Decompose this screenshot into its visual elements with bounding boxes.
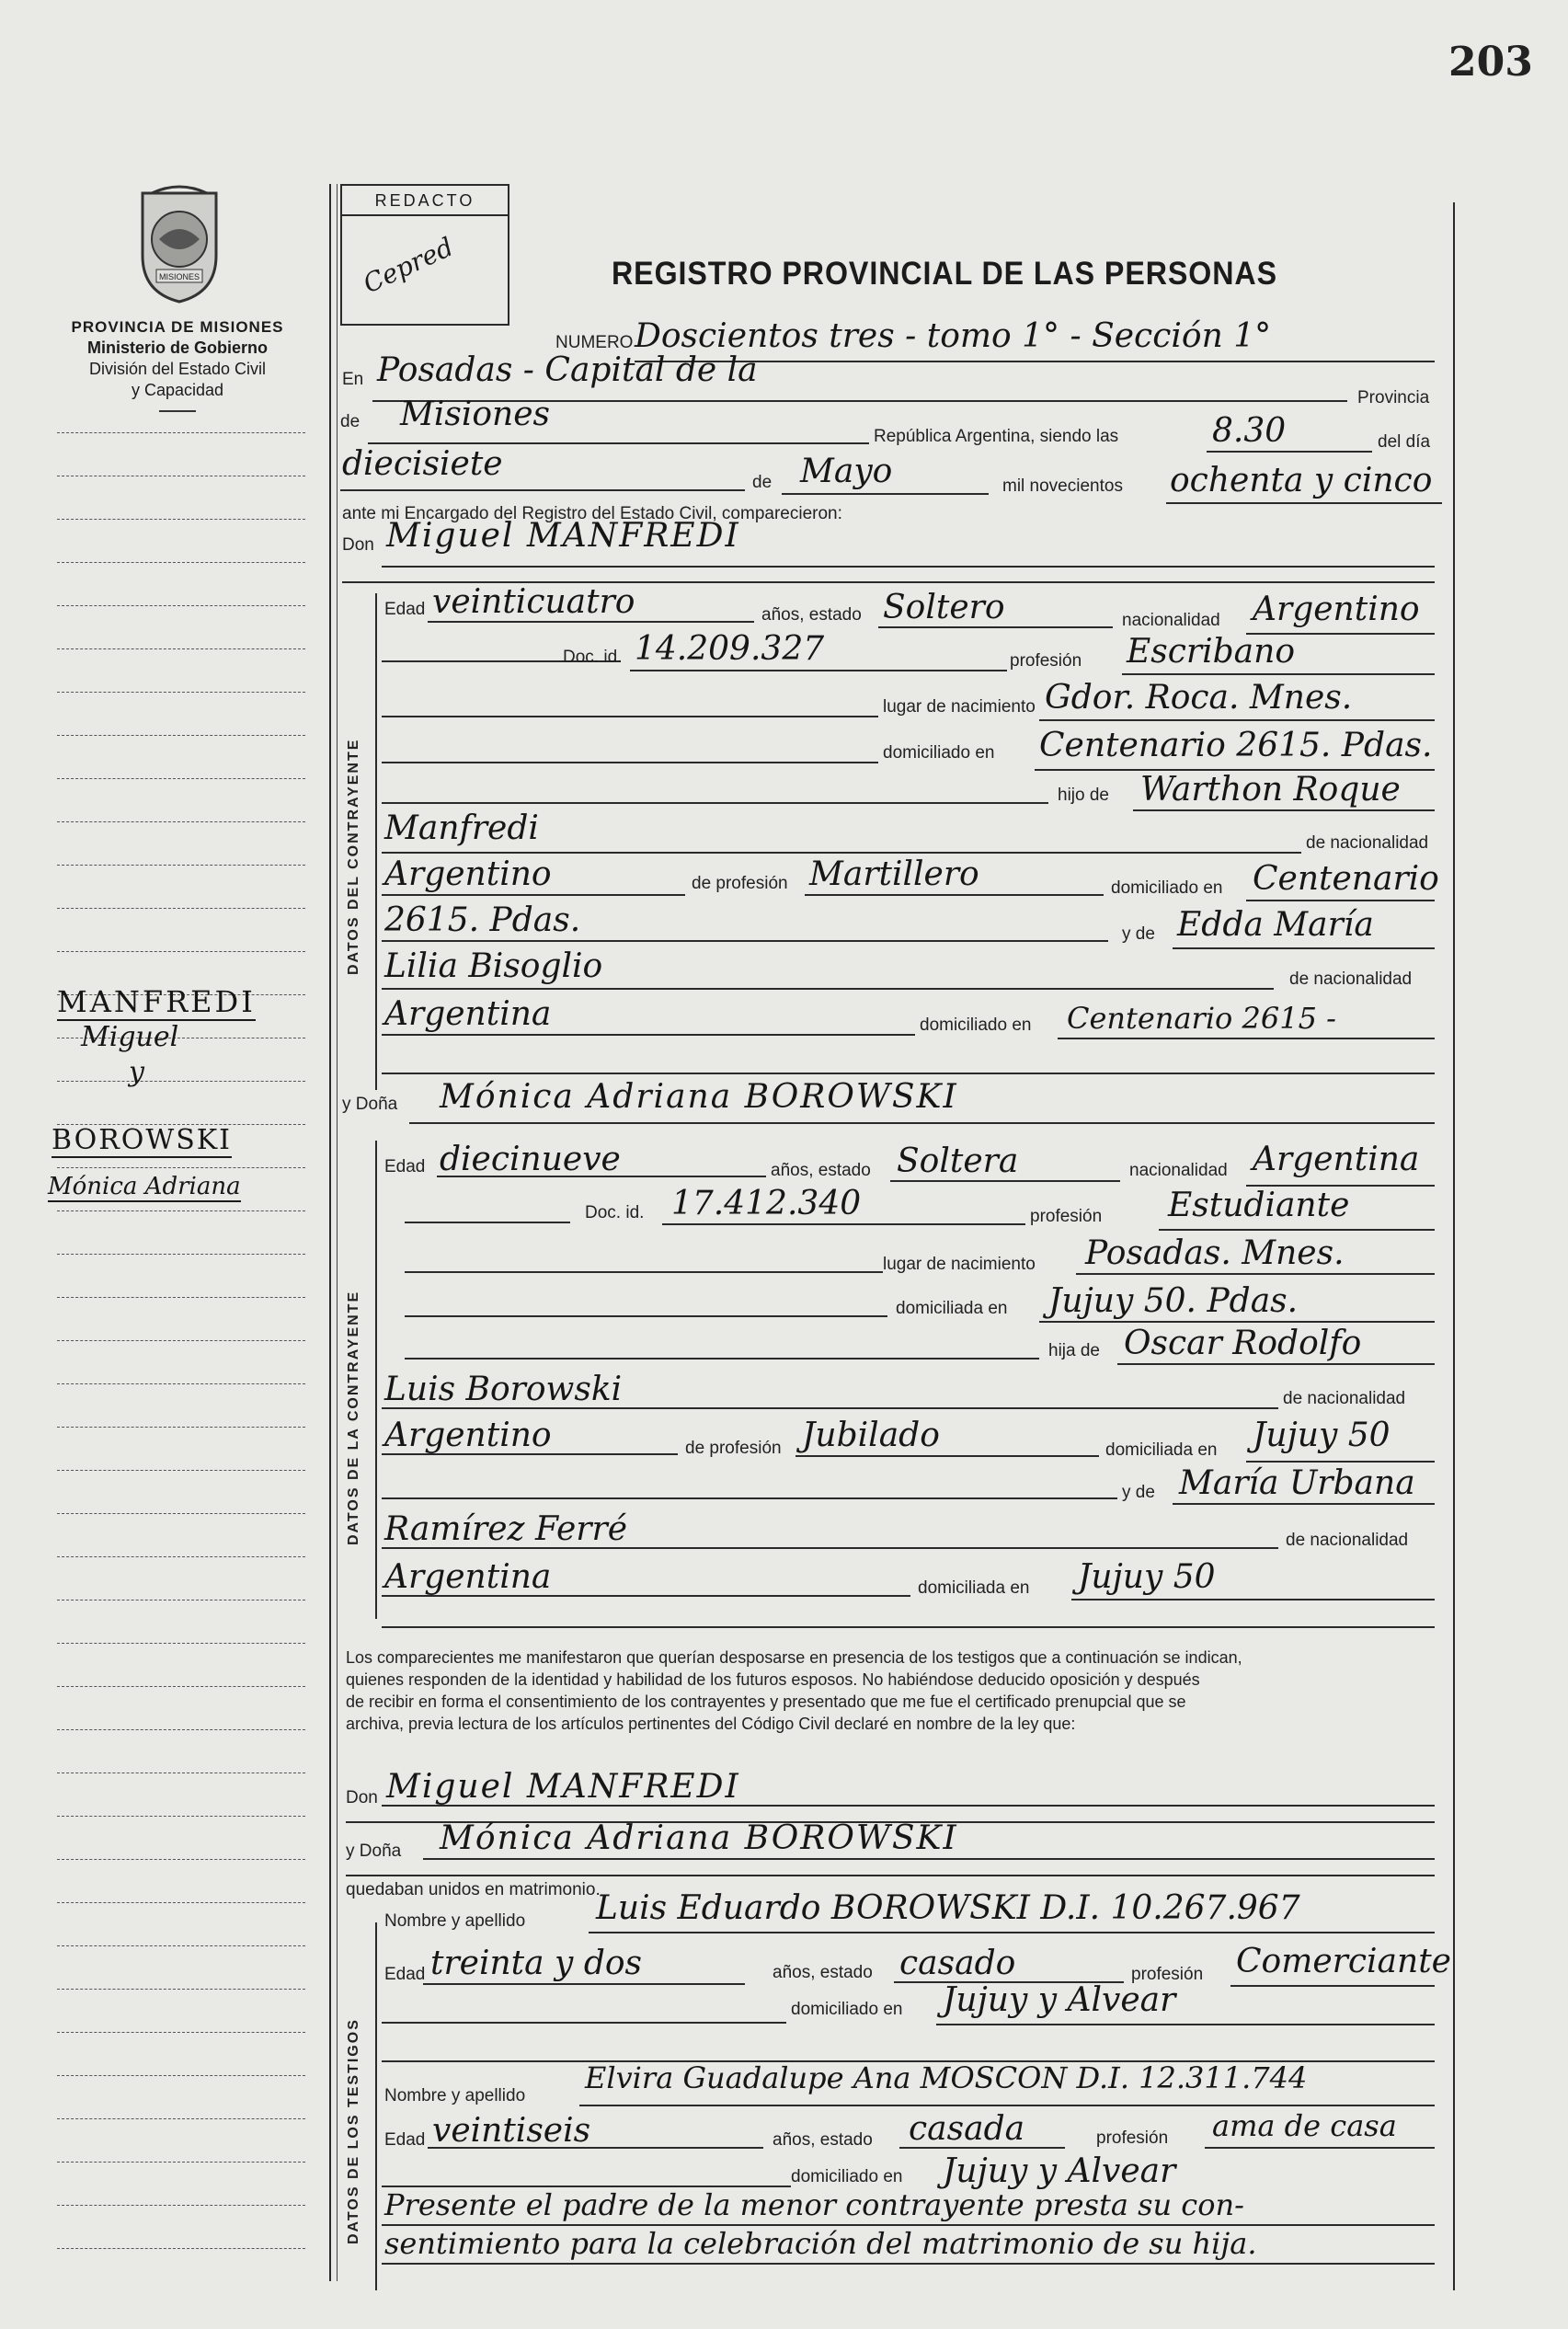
bride-doc: 17.412.340	[671, 1185, 862, 1222]
groom-nac-label: nacionalidad	[1122, 611, 1220, 630]
bride-padre-dom-label: domiciliada en	[1105, 1440, 1218, 1460]
margin-dashed-line	[57, 1902, 305, 1903]
groom-doc: 14.209.327	[635, 630, 825, 668]
groom-estado: Soltero	[883, 589, 1005, 626]
declaration-line-1: Los comparecientes me manifestaron que querían desposarse en presencia de los testigos que a continuación se indican,	[346, 1648, 1242, 1667]
margin-dashed-line	[57, 2248, 305, 2249]
declaration-line-4: archiva, previa lectura de los artículos pertinentes del Código Civil declaré en nombre de la ley que:	[346, 1715, 1076, 1733]
bride-profesion: Estudiante	[1168, 1187, 1350, 1224]
t2-estado: casada	[909, 2110, 1025, 2148]
decl-unidos: quedaban unidos en matrimonio.	[346, 1880, 601, 1899]
groom-name: Miguel MANFREDI	[386, 517, 740, 555]
province-seal-icon	[124, 182, 235, 306]
groom-padre-nac: Argentino	[384, 855, 552, 893]
groom-anios-label: años, estado	[761, 605, 862, 625]
groom-nacionalidad: Argentino	[1253, 591, 1420, 628]
numero-label: NUMERO	[555, 333, 634, 352]
margin-dashed-line	[57, 1470, 305, 1471]
de-label: de	[340, 412, 361, 431]
t1-profesion: Comerciante	[1236, 1943, 1451, 1980]
bride-madre-dom: Jujuy 50	[1078, 1558, 1216, 1596]
margin-dashed-line	[57, 1210, 305, 1211]
witness-section-label: DATOS DE LOS TESTIGOS	[346, 2018, 361, 2244]
groom-doc-label: Doc. id.	[563, 648, 623, 667]
t1-domicilio: Jujuy y Alvear	[943, 1981, 1176, 2019]
groom-padre-prof-label: de profesión	[692, 874, 788, 893]
margin-dashed-line	[57, 2075, 305, 2076]
t2-nombre: Elvira Guadalupe Ana MOSCON D.I. 12.311.744	[585, 2060, 1308, 2095]
margin-dashed-line	[57, 2118, 305, 2119]
bride-lugar: Posadas. Mnes.	[1085, 1234, 1345, 1272]
note-line-2: sentimiento para la celebración del matrimonio de su hija.	[384, 2226, 1257, 2261]
bride-nac-label: nacionalidad	[1129, 1161, 1228, 1180]
bride-padre-dom: Jujuy 50	[1253, 1417, 1391, 1454]
groom-madre-2: Lilia Bisoglio	[384, 947, 603, 985]
bride-anios-label: años, estado	[771, 1161, 871, 1180]
bride-estado: Soltera	[897, 1142, 1019, 1180]
bride-padre-2: Luis Borowski	[384, 1371, 623, 1408]
decl-don-label: Don	[346, 1788, 378, 1807]
margin-note-name-2: Mónica Adriana	[48, 1173, 241, 1200]
bride-dom-label: domiciliada en	[896, 1299, 1008, 1318]
groom-madre-nac-label: de nacionalidad	[1289, 969, 1413, 989]
bride-madre-1: María Urbana	[1179, 1464, 1415, 1502]
groom-dom-label: domiciliado en	[883, 743, 995, 763]
dona-label: y Doña	[342, 1095, 398, 1114]
bride-edad: diecinueve	[440, 1141, 621, 1178]
redacto-box	[340, 184, 509, 326]
t1-anios-label: años, estado	[773, 1963, 873, 1982]
provincia-value: Misiones	[400, 396, 551, 433]
numero-value: Doscientos tres - tomo 1° - Sección 1°	[635, 317, 1272, 355]
margin-dashed-line	[57, 2205, 305, 2206]
margin-dashed-line	[57, 1816, 305, 1817]
margin-dashed-line	[57, 1297, 305, 1298]
bride-name: Mónica Adriana BOROWSKI	[440, 1078, 958, 1116]
anio-value: ochenta y cinco	[1170, 462, 1433, 499]
bride-section-label: DATOS DE LA CONTRAYENTE	[346, 1290, 361, 1545]
bride-prof-label: profesión	[1030, 1207, 1103, 1226]
margin-dashed-line	[57, 562, 305, 563]
bride-padre-nac-label: de nacionalidad	[1283, 1389, 1406, 1408]
margin-dashed-line	[57, 1989, 305, 1990]
groom-padre-dom-1: Centenario	[1253, 860, 1439, 898]
margin-note-name: Miguel	[81, 1021, 179, 1053]
groom-lugar: Gdor. Roca. Mnes.	[1045, 679, 1353, 717]
bride-doc-label: Doc. id.	[585, 1203, 645, 1222]
bride-padre-nac: Argentino	[384, 1417, 552, 1454]
margin-dashed-line	[57, 778, 305, 779]
decl-don-value: Miguel MANFREDI	[386, 1768, 740, 1806]
groom-padre-dom-2: 2615. Pdas.	[384, 901, 581, 939]
margin-note-and: y	[129, 1056, 144, 1088]
margin-dashed-line	[57, 908, 305, 909]
margin-dashed-line	[57, 1686, 305, 1687]
t2-profesion: ama de casa	[1212, 2108, 1397, 2143]
redacto-label: REDACTO	[374, 191, 475, 210]
groom-madre-1: Edda María	[1177, 906, 1374, 944]
margin-dashed-line	[57, 519, 305, 520]
margin-dashed-line	[57, 692, 305, 693]
groom-lugar-label: lugar de nacimiento	[883, 697, 1036, 717]
groom-domicilio: Centenario 2615. Pdas.	[1039, 727, 1433, 764]
t2-dom-label: domiciliado en	[791, 2167, 903, 2186]
declaration-line-2: quienes responden de la identidad y habilidad de los futuros esposos. No habiéndose deducido oposición y después	[346, 1670, 1200, 1689]
margin-dashed-line	[57, 1643, 305, 1644]
t1-edad-label: Edad	[384, 1965, 426, 1984]
t1-prof-label: profesión	[1131, 1965, 1204, 1984]
division-label-1: División del Estado Civil	[88, 360, 267, 378]
de-mes-label: de	[752, 473, 773, 492]
t1-estado: casado	[899, 1945, 1016, 1982]
mil-label: mil novecientos	[1002, 476, 1123, 496]
t1-nombre: Luis Eduardo BOROWSKI D.I. 10.267.967	[596, 1889, 1300, 1927]
mes-value: Mayo	[800, 453, 893, 490]
margin-dashed-line	[57, 1859, 305, 1860]
margin-note-surname-2: BOROWSKI	[52, 1124, 233, 1156]
declaration-line-3: de recibir en forma el consentimiento de los contrayentes y presentado que me fue el certificado prenupcial que se	[346, 1692, 1186, 1711]
en-value: Posadas - Capital de la	[377, 351, 758, 389]
ante-text: ante mi Encargado del Registro del Estado Civil, comparecieron:	[342, 504, 842, 523]
t2-anios-label: años, estado	[773, 2130, 873, 2150]
margin-dashed-line	[57, 605, 305, 606]
groom-madre-dom-label: domiciliado en	[920, 1015, 1032, 1035]
declaration-text	[346, 1646, 1449, 1735]
t2-nombre-label: Nombre y apellido	[384, 2086, 526, 2105]
redacto-signature: Cepred	[358, 231, 458, 300]
margin-dashed-line	[57, 1254, 305, 1255]
margin-dashed-line	[57, 2032, 305, 2033]
bride-madre-nac-label: de nacionalidad	[1286, 1531, 1409, 1550]
hora-value: 8.30	[1212, 412, 1287, 450]
bride-edad-label: Edad	[384, 1157, 426, 1176]
bride-madre-nac: Argentina	[384, 1558, 552, 1596]
t1-dom-label: domiciliado en	[791, 2000, 903, 2019]
t1-edad: treinta y dos	[430, 1945, 643, 1982]
groom-madre-nac: Argentina	[384, 995, 552, 1033]
del-dia-label: del día	[1378, 432, 1431, 452]
seal-text: MISIONES	[158, 272, 200, 281]
margin-note-surname: MANFREDI	[57, 984, 256, 1019]
t2-domicilio: Jujuy y Alvear	[943, 2152, 1176, 2190]
province-label: PROVINCIA DE MISIONES	[71, 318, 284, 336]
groom-y-de-label: y de	[1122, 924, 1155, 944]
don-label: Don	[342, 535, 374, 555]
margin-dashed-line	[57, 2162, 305, 2163]
note-line-1: Presente el padre de la menor contrayente presta su con-	[384, 2187, 1244, 2222]
groom-section-label: DATOS DEL CONTRAYENTE	[346, 738, 361, 975]
margin-dashed-line	[57, 1513, 305, 1514]
bride-y-de-label: y de	[1122, 1483, 1155, 1502]
bride-padre-prof: Jubilado	[802, 1417, 940, 1454]
margin-dashed-line	[57, 1383, 305, 1384]
bride-padre-prof-label: de profesión	[685, 1439, 782, 1458]
groom-padre-1: Warthon Roque	[1140, 771, 1401, 809]
dia-value: diecisiete	[342, 445, 503, 483]
margin-dashed-line	[57, 951, 305, 952]
groom-prof-label: profesión	[1010, 651, 1082, 671]
provincia-label: Provincia	[1357, 388, 1430, 407]
division-label-2: y Capacidad	[131, 381, 224, 399]
republica-label: República Argentina, siendo las	[874, 427, 1119, 446]
margin-dashed-line	[57, 648, 305, 649]
groom-padre-prof: Martillero	[809, 855, 979, 893]
groom-padre-dom-label: domiciliado en	[1111, 878, 1223, 898]
groom-profesion: Escribano	[1127, 633, 1296, 671]
margin-dashed-line	[57, 1945, 305, 1946]
document-title: REGISTRO PROVINCIAL DE LAS PERSONAS	[612, 256, 1277, 292]
decl-dona-label: y Doña	[346, 1841, 402, 1861]
margin-dashed-line	[57, 735, 305, 736]
bride-lugar-label: lugar de nacimiento	[883, 1255, 1036, 1274]
margin-dashed-line	[57, 1081, 305, 1082]
bride-nacionalidad: Argentina	[1253, 1141, 1420, 1178]
groom-padre-2: Manfredi	[384, 809, 539, 847]
bride-madre-2: Ramírez Ferré	[384, 1510, 628, 1548]
margin-dashed-line	[57, 865, 305, 866]
t2-edad: veintiseis	[432, 2112, 591, 2150]
groom-padre-nac-label: de nacionalidad	[1306, 833, 1429, 853]
margin-dashed-line	[57, 1167, 305, 1168]
ministry-label: Ministerio de Gobierno	[86, 338, 268, 357]
bride-madre-dom-label: domiciliada en	[918, 1578, 1030, 1598]
left-header	[37, 316, 318, 412]
margin-dashed-line	[57, 432, 305, 433]
margin-dashed-line	[57, 1729, 305, 1730]
decl-dona-value: Mónica Adriana BOROWSKI	[440, 1819, 958, 1857]
t2-edad-label: Edad	[384, 2130, 426, 2150]
bride-domicilio: Jujuy 50. Pdas.	[1048, 1282, 1299, 1320]
groom-edad-label: Edad	[384, 600, 426, 619]
margin-dashed-line	[57, 1556, 305, 1557]
t2-prof-label: profesión	[1096, 2128, 1169, 2148]
groom-edad: veinticuatro	[432, 583, 635, 621]
bride-padre-1: Oscar Rodolfo	[1124, 1325, 1362, 1362]
en-label: En	[342, 370, 364, 389]
page-number: 203	[1448, 39, 1533, 86]
bride-hija-label: hija de	[1048, 1341, 1100, 1360]
margin-dashed-line	[57, 1427, 305, 1428]
margin-dashed-line	[57, 1340, 305, 1341]
margin-dashed-line	[57, 821, 305, 822]
groom-hijo-label: hijo de	[1058, 786, 1109, 805]
groom-madre-dom: Centenario 2615 -	[1067, 1001, 1336, 1036]
t1-nombre-label: Nombre y apellido	[384, 1911, 526, 1931]
